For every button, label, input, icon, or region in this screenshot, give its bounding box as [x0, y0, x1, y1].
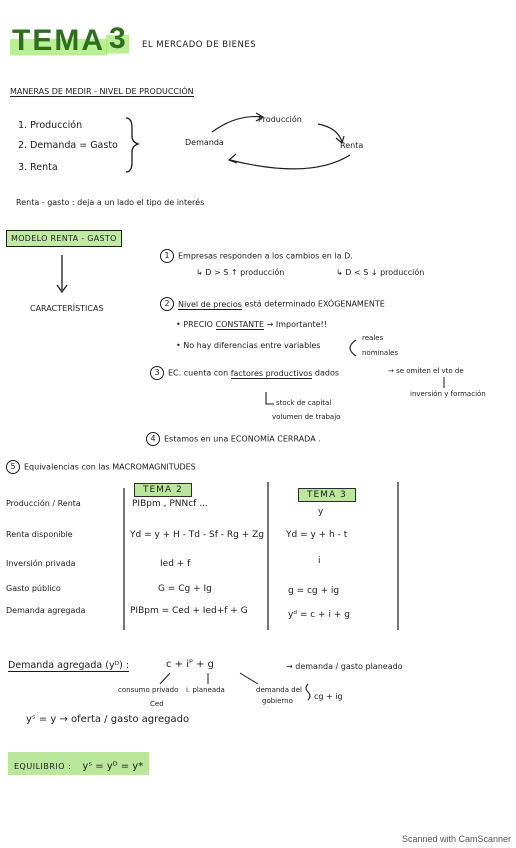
row-tema3: y — [318, 507, 324, 517]
point-2-bullet-1 — [176, 320, 327, 329]
row-tema2: Yd = y + H - Td - Sf - Rg + Zg — [130, 530, 264, 540]
list-item: 3. Renta — [18, 162, 58, 173]
equivalencias-heading — [6, 460, 196, 474]
equilibrio-label: EQUILIBRIO : — [14, 762, 72, 771]
tema3-header: TEMA 3 — [298, 488, 356, 502]
row-label: Renta disponible — [6, 530, 73, 539]
point-number: 3 — [150, 366, 164, 380]
section-heading-measure: MANERAS DE MEDIR - NIVEL DE PRODUCCIÓN — [10, 87, 194, 96]
demanda-arrow-text: → demanda / gasto planeado — [286, 662, 403, 671]
point-text: está determinado EXÓGENAMENTE — [244, 299, 385, 309]
row-tema2: PIBpm = Ced + Ied+f + G — [130, 606, 248, 616]
demanda-gobierno-note-2: gobierno — [262, 697, 293, 705]
equilibrio-formula: yˢ = yᴰ = y* — [82, 761, 144, 772]
row-label: Gasto público — [6, 584, 61, 593]
point-1 — [160, 249, 353, 263]
cycle-arrow-top — [212, 117, 262, 132]
point-3-arrow-text: → se omiten el vto de — [388, 367, 464, 375]
g-value: cg + ig — [314, 692, 343, 701]
title-word: TEMA — [12, 24, 105, 57]
list-brace — [126, 118, 138, 172]
point-text: dados — [314, 368, 340, 378]
heading-text: Equivalencias con las MACROMAGNITUDES — [24, 462, 196, 472]
point-text: EC. cuenta con — [168, 368, 229, 378]
list-item: 2. Demanda = Gasto — [18, 140, 118, 151]
reales-label: reales — [362, 334, 384, 342]
equilibrio-highlight — [8, 752, 149, 775]
point-number: 4 — [146, 432, 160, 446]
title-tema — [10, 24, 107, 58]
row-tema3: i — [318, 556, 321, 566]
nominales-label: nominales — [362, 349, 399, 357]
stock-capital: stock de capital — [276, 399, 332, 407]
row-label: Producción / Renta — [6, 499, 81, 508]
row-label: Demanda agregada — [6, 606, 86, 615]
point-number: 2 — [160, 297, 174, 311]
cycle-renta: Renta — [340, 141, 364, 150]
point-4 — [146, 432, 321, 446]
tema2-header: TEMA 2 — [134, 483, 192, 497]
characteristics-label: CARACTERÍSTICAS — [30, 304, 104, 313]
volumen-trabajo: volumen de trabajo — [272, 413, 341, 421]
cycle-demanda: Demanda — [185, 138, 224, 147]
point-text-underlined: factores productivos — [230, 368, 313, 378]
point-1-sub-left: ↳ D > S ↑ producción — [196, 268, 285, 277]
cycle-arrow-bottom — [230, 155, 350, 169]
row-tema2: G = Cg + Ig — [158, 584, 212, 594]
list-item: 1. Producción — [18, 120, 83, 131]
consumo-note: consumo privado — [118, 686, 179, 694]
scanner-footer: Scanned with CamScanner — [402, 834, 512, 844]
demanda-formula: c + iᴾ + g — [166, 659, 214, 670]
point-3-arrow-text-2: inversión y formación — [410, 390, 486, 398]
demanda-label: Demanda agregada (yᴰ) : — [8, 660, 130, 671]
cycle-produccion: Producción — [258, 115, 302, 124]
title-subtitle: EL MERCADO DE BIENES — [142, 40, 257, 50]
bullet-underlined: CONSTANTE — [215, 320, 265, 329]
model-box: MODELO RENTA - GASTO — [6, 230, 122, 247]
point-2 — [160, 297, 385, 311]
row-tema3: yᵈ = c + i + g — [288, 610, 350, 620]
row-tema3: g = cg + ig — [288, 586, 340, 596]
bullet-text: • PRECIO — [176, 320, 213, 329]
point-text-underlined: Nivel de precios — [178, 299, 242, 309]
title-number: 3 — [106, 22, 129, 55]
demanda-gobierno-note-1: demanda del — [256, 686, 302, 694]
point-number: 1 — [160, 249, 174, 263]
bullet-note: → Importante!! — [266, 320, 327, 329]
row-tema3: Yd = y + h - t — [286, 530, 348, 540]
point-1-sub-right: ↳ D < S ↓ producción — [336, 268, 425, 277]
row-tema2: PIBpm , PNNcf ... — [132, 499, 208, 509]
point-3 — [150, 366, 339, 380]
point-text: Estamos en una ECONOMÍA CERRADA . — [164, 434, 321, 444]
point-number: 5 — [6, 460, 20, 474]
point-text: Empresas responden a los cambios en la D. — [178, 251, 353, 261]
oferta-line: yˢ = y → oferta / gasto agregado — [26, 714, 190, 725]
point-2-bullet-2: • No hay diferencias entre variables — [176, 341, 321, 350]
row-tema2: Ied + f — [160, 559, 191, 569]
row-label: Inversión privada — [6, 559, 76, 568]
renta-gasto-note: Renta - gasto : deja a un lado el tipo de interés — [16, 198, 205, 207]
title-number-wrap — [106, 22, 129, 56]
i-planeada-note: i. planeada — [186, 686, 225, 694]
ced-note: Ced — [150, 700, 164, 708]
